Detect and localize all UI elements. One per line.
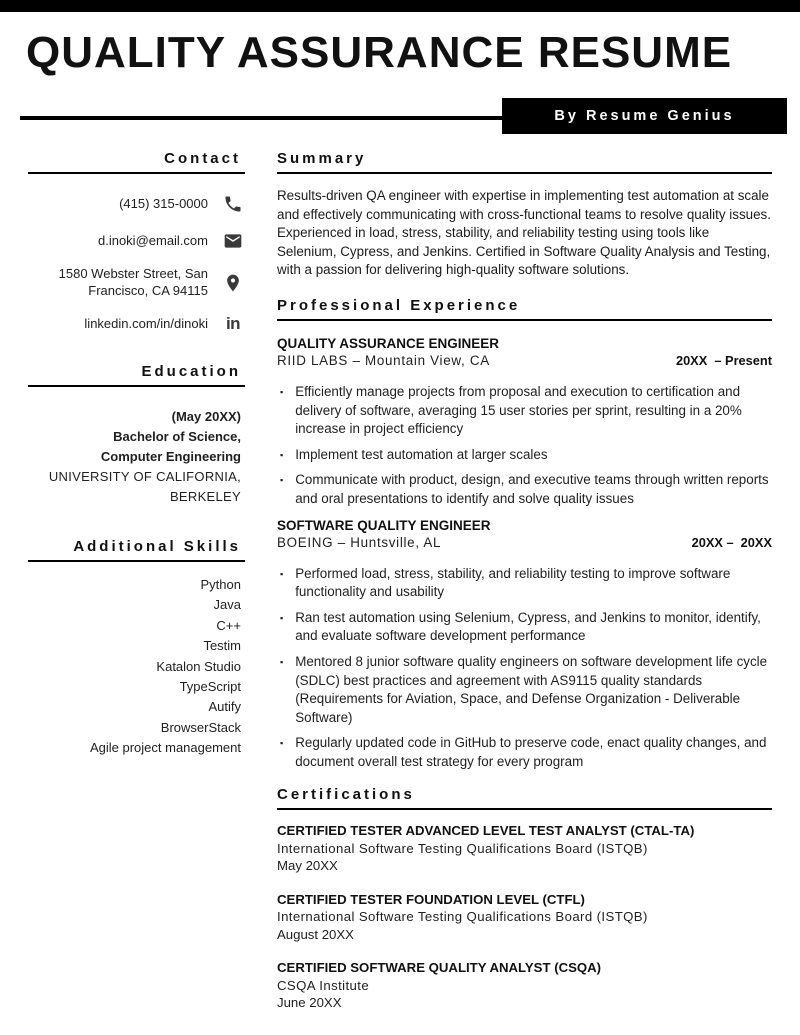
linkedin-glyph: in	[225, 314, 241, 333]
skill-item: Java	[213, 597, 241, 613]
summary-heading: Summary	[277, 150, 772, 174]
linkedin-url: linkedin.com/in/dinoki	[84, 315, 208, 331]
certifications-heading: Certifications	[277, 786, 772, 810]
skills-list	[28, 575, 245, 759]
skill-item: Python	[200, 577, 241, 592]
contact-row-address	[28, 266, 245, 299]
certification-entry	[277, 822, 772, 875]
experience-heading: Professional Experience	[277, 297, 772, 321]
degree-line-1: Bachelor of Science,	[113, 429, 241, 444]
education-section	[28, 363, 245, 507]
education-date: (May 20XX)	[171, 409, 241, 424]
job-bullet	[277, 471, 772, 508]
job-bullet-text: Communicate with product, design, and executive teams through written reports and oral presentations to identify and solve quality issues	[295, 472, 769, 506]
job-title: QUALITY ASSURANCE ENGINEER	[277, 335, 500, 351]
job-bullet	[277, 446, 772, 465]
job-bullet-list	[277, 565, 772, 772]
certification-date: August 20XX	[277, 926, 354, 942]
job-bullet	[277, 565, 772, 602]
job-entry	[277, 335, 772, 509]
job-entry	[277, 517, 772, 772]
school-line-2: BERKELEY	[169, 489, 241, 504]
job-dates: 20XX – Present	[675, 352, 772, 368]
certification-date: June 20XX	[277, 995, 342, 1011]
job-dates: 20XX – 20XX	[691, 534, 772, 550]
sidebar	[0, 145, 245, 759]
job-bullet-text: Ran test automation using Selenium, Cypress, and Jenkins to monitor, identify, and evaluate software development performance	[295, 609, 761, 644]
skill-item: BrowserStack	[160, 719, 241, 735]
phone-number: (415) 315-0000	[119, 195, 208, 211]
summary-text: Results-driven QA engineer with expertise in implementing test automation at scale and effectively communicating with cross-functional teams to resolve quality issues. Experienced in load, stress, stability, and reliability testing using tools like Selenium, Cypress, and Jenkins. Certified in Software Quality Analysis and Testing, with a passion for delivering high-quality software solutions.	[277, 188, 771, 278]
contact-row-linkedin	[28, 312, 245, 336]
job-bullet-list	[277, 383, 772, 509]
job-title: SOFTWARE QUALITY ENGINEER	[277, 517, 491, 533]
byline-text: By Resume Genius	[554, 108, 735, 124]
job-bullet-text: Regularly updated code in GitHub to preserve code, enact quality changes, and document overall test strategy for every program	[295, 735, 767, 769]
education-details	[28, 407, 245, 507]
contact-list	[28, 192, 245, 336]
job-company: BOEING – Huntsville, AL	[277, 534, 442, 550]
phone-icon	[221, 192, 245, 216]
certification-date: May 20XX	[277, 858, 338, 874]
certification-name: CERTIFIED TESTER FOUNDATION LEVEL (CTFL)	[277, 891, 585, 907]
certification-org: International Software Testing Qualifications Board (ISTQB)	[277, 840, 648, 856]
school-line-1: UNIVERSITY OF CALIFORNIA,	[48, 469, 241, 484]
location-icon	[221, 271, 245, 295]
job-subline	[277, 352, 772, 369]
certification-org: CSQA Institute	[277, 977, 370, 993]
job-company: RIID LABS – Mountain View, CA	[277, 352, 490, 368]
header	[0, 12, 800, 145]
contact-section	[28, 150, 245, 336]
page-title: QUALITY ASSURANCE RESUME	[26, 28, 733, 77]
contact-heading: Contact	[28, 150, 245, 174]
job-bullet-text: Implement test automation at larger scales	[295, 446, 548, 462]
job-bullet	[277, 383, 772, 439]
job-bullet	[277, 734, 772, 771]
skill-item: Testim	[203, 638, 241, 654]
bullet-square-icon: ▪	[280, 475, 284, 486]
bullet-square-icon: ▪	[280, 449, 284, 460]
email-icon	[221, 229, 245, 253]
contact-row-email	[28, 229, 245, 253]
certification-name: CERTIFIED TESTER ADVANCED LEVEL TEST ANALYST (CTAL-TA)	[277, 823, 695, 839]
email-address: d.inoki@email.com	[97, 232, 208, 248]
skills-section	[28, 538, 245, 759]
job-bullet-text: Performed load, stress, stability, and reliability testing to improve software functionality and usability	[295, 565, 731, 600]
certification-org: International Software Testing Qualifications Board (ISTQB)	[277, 909, 648, 925]
skill-item: Katalon Studio	[156, 658, 241, 674]
linkedin-icon	[221, 312, 245, 336]
degree-line-2: Computer Engineering	[100, 449, 241, 464]
job-bullet	[277, 653, 772, 727]
bullet-square-icon: ▪	[280, 386, 284, 397]
certification-entry	[277, 959, 772, 1012]
bullet-square-icon: ▪	[280, 738, 284, 749]
title-divider	[20, 116, 502, 120]
job-subline	[277, 534, 772, 551]
skill-item: TypeScript	[179, 679, 241, 695]
bullet-square-icon: ▪	[280, 656, 284, 667]
content-columns	[0, 145, 800, 1012]
contact-row-phone	[28, 192, 245, 216]
bullet-square-icon: ▪	[280, 612, 284, 623]
byline-box	[502, 98, 787, 134]
skill-item: Agile project management	[89, 740, 241, 756]
job-bullet-text: Efficiently manage projects from proposal and execution to certification and delivery of software, averaging 15 user stories per sprint, resulting in a 20% increase in project efficiency	[295, 383, 742, 437]
skills-heading: Additional Skills	[28, 538, 245, 562]
certification-name: CERTIFIED SOFTWARE QUALITY ANALYST (CSQA)	[277, 960, 602, 976]
summary-section	[277, 150, 772, 280]
certification-entry	[277, 891, 772, 944]
experience-section	[277, 297, 772, 772]
top-accent-bar	[0, 0, 800, 12]
job-bullet-text: Mentored 8 junior software quality engineers on software development life cycle (SDLC) best practices and agreement with AS9115 quality standards (Requirements for Aviation, Space, and Defense Organization - Deliverable Software)	[295, 653, 768, 725]
education-heading: Education	[28, 363, 245, 387]
skill-item: Autify	[208, 699, 241, 715]
certifications-section	[277, 786, 772, 1012]
skill-item: C++	[216, 617, 241, 633]
bullet-square-icon: ▪	[280, 568, 284, 579]
main-content	[277, 145, 772, 1012]
street-address: 1580 Webster Street, San Francisco, CA 94115	[58, 266, 208, 298]
job-bullet	[277, 609, 772, 646]
